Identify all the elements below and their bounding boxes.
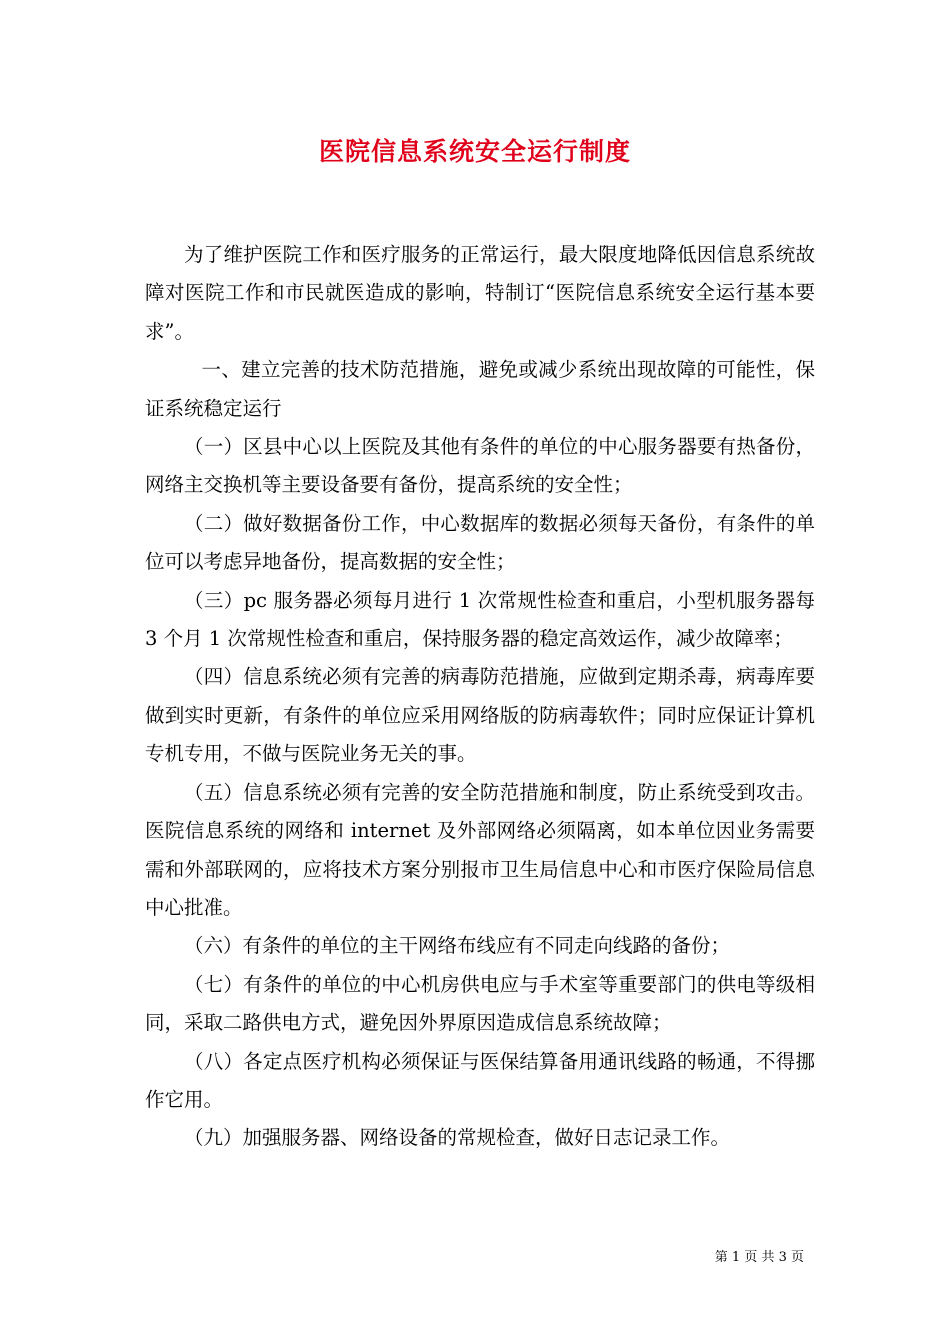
paragraph-item-5: （五）信息系统必须有完善的安全防范措施和制度，防止系统受到攻击。医院信息系统的网络和 internet 及外部网络必须隔离，如本单位因业务需要需和外部联网的，应将技术方案分别报市卫生局信息中心和市医疗保险局信息中心批准。: [145, 780, 815, 919]
document-title: 医院信息系统安全运行制度: [318, 137, 631, 166]
paragraph-item-1: （一）区县中心以上医院及其他有条件的单位的中心服务器要有热备份，网络主交换机等主要设备要有备份，提高系统的安全性；: [145, 435, 815, 497]
paragraph-intro: 为了维护医院工作和医疗服务的正常运行，最大限度地降低因信息系统故障对医院工作和市民就医造成的影响，特制订“医院信息系统安全运行基本要求”。: [145, 243, 815, 343]
paragraph-item-4: （四）信息系统必须有完善的病毒防范措施，应做到定期杀毒，病毒库要做到实时更新，有条件的单位应采用网络版的防病毒软件；同时应保证计算机专机专用，不做与医院业务无关的事。: [145, 665, 815, 766]
document-body: [145, 236, 815, 1158]
paragraph-item-8: （八）各定点医疗机构必须保证与医保结算备用通讯线路的畅通，不得挪作它用。: [145, 1049, 815, 1111]
paragraph-item-3: （三）pc 服务器必须每月进行 1 次常规性检查和重启，小型机服务器每 3 个月 1 次常规性检查和重启，保持服务器的稳定高效运作，减少故障率；: [145, 588, 815, 651]
page-number: 第 1 页 共 3 页: [714, 1250, 804, 1265]
paragraph-item-6: （六）有条件的单位的主干网络布线应有不同走向线路的备份；: [184, 934, 731, 958]
section-heading-1: 一、建立完善的技术防范措施，避免或减少系统出现故障的可能性，保证系统稳定运行: [145, 358, 815, 420]
paragraph-item-9: （九）加强服务器、网络设备的常规检查，做好日志记录工作。: [184, 1126, 731, 1150]
paragraph-item-7: （七）有条件的单位的中心机房供电应与手术室等重要部门的供电等级相同，采取二路供电方式，避免因外界原因造成信息系统故障；: [145, 972, 815, 1035]
paragraph-item-2: （二）做好数据备份工作，中心数据库的数据必须每天备份，有条件的单位可以考虑异地备份，提高数据的安全性；: [145, 511, 815, 574]
